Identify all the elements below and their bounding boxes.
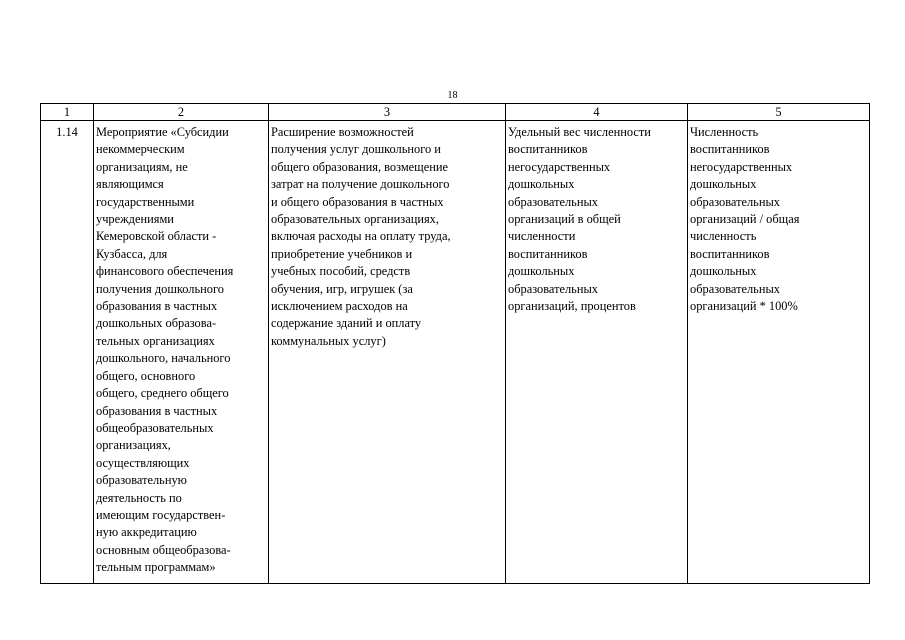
cell-text-line: дошкольного, начального <box>96 351 231 366</box>
cell-text-line: численности <box>508 229 576 244</box>
row-number-cell <box>41 121 94 584</box>
cell-text-line: негосударственных <box>508 159 611 174</box>
cell-text-line: воспитанников <box>508 142 588 157</box>
cell-text-line: Удельный вес численности <box>508 125 651 139</box>
cell-text-line: получения дошкольного <box>96 281 224 296</box>
cell-text-line: образовательных <box>690 194 780 209</box>
cell-text-line: общего, среднего общего <box>96 386 229 401</box>
cell-text-line: организаций, процентов <box>508 299 636 314</box>
indicators-table <box>40 103 870 584</box>
column-header-3: 3 <box>269 104 506 121</box>
cell-text-line: организациях, <box>96 438 171 453</box>
cell-text-line: осуществляющих <box>96 455 190 470</box>
cell-text-line: образовательных <box>690 281 780 296</box>
cell-text-line: организаций * 100% <box>690 299 798 314</box>
cell-text-line: основным общеобразова- <box>96 542 231 557</box>
column-header-1: 1 <box>41 104 94 121</box>
cell-text-line: исключением расходов на <box>271 299 408 314</box>
column-header-5: 5 <box>688 104 870 121</box>
cell-text-line: воспитанников <box>508 246 588 261</box>
cell-text-line: организаций в общей <box>508 212 621 227</box>
cell-text-line: учебных пособий, средств <box>271 264 411 279</box>
table-header-row <box>41 104 870 121</box>
cell-text-line: деятельность по <box>96 490 182 505</box>
cell-text-line: дошкольных <box>508 177 575 192</box>
cell-text-line: обучения, игр, игрушек (за <box>271 281 413 296</box>
cell-text-line: дошкольных <box>690 264 757 279</box>
cell-text-line: финансового обеспечения <box>96 264 234 279</box>
cell-text-line: организациям, не <box>96 159 188 174</box>
cell-text-line: численность <box>690 229 757 244</box>
cell-text-line: негосударственных <box>690 159 793 174</box>
cell-text-line: образовательную <box>96 473 187 488</box>
cell-text-line: дошкольных образова- <box>96 316 217 331</box>
cell-text-line: затрат на получение дошкольного <box>271 177 450 192</box>
cell-text-line: общего, основного <box>96 368 196 383</box>
column-header-4: 4 <box>506 104 688 121</box>
event-name-cell <box>94 121 269 584</box>
calculation-method-cell <box>688 121 870 584</box>
cell-text-line: имеющим государствен- <box>96 507 226 522</box>
row-number: 1.14 <box>56 125 78 139</box>
cell-text-line: Мероприятие «Субсидии <box>96 125 229 139</box>
result-description-cell <box>269 121 506 584</box>
cell-text-line: Численность <box>690 125 759 139</box>
cell-text-line: получения услуг дошкольного и <box>271 142 441 157</box>
cell-text-line: Кузбасса, для <box>96 246 168 261</box>
table-row <box>41 121 870 584</box>
cell-text-line: образования в частных <box>96 403 218 418</box>
cell-text-line: образовательных организациях, <box>271 212 439 227</box>
cell-text-line: включая расходы на оплату труда, <box>271 229 451 244</box>
cell-text-line: государственными <box>96 194 195 209</box>
cell-text-line: Расширение возможностей <box>271 125 414 139</box>
cell-text-line: учреждениями <box>96 212 174 227</box>
cell-text-line: коммунальных услуг) <box>271 333 386 348</box>
column-header-2: 2 <box>94 104 269 121</box>
cell-text-line: организаций / общая <box>690 212 800 227</box>
cell-text-line: Кемеровской области - <box>96 229 217 244</box>
cell-text-line: тельным программам» <box>96 560 216 575</box>
cell-text-line: некоммерческим <box>96 142 185 157</box>
cell-text-line: образовательных <box>508 281 598 296</box>
cell-text-line: приобретение учебников и <box>271 246 413 261</box>
cell-text-line: и общего образования в частных <box>271 194 444 209</box>
cell-text-line: дошкольных <box>508 264 575 279</box>
cell-text-line: воспитанников <box>690 246 770 261</box>
cell-text-line: ную аккредитацию <box>96 525 197 540</box>
cell-text-line: тельных организациях <box>96 333 215 348</box>
cell-text-line: образовательных <box>508 194 598 209</box>
cell-text-line: являющимся <box>96 177 164 192</box>
cell-text-line: образования в частных <box>96 299 218 314</box>
indicator-name-cell <box>506 121 688 584</box>
cell-text-line: содержание зданий и оплату <box>271 316 422 331</box>
cell-text-line: воспитанников <box>690 142 770 157</box>
cell-text-line: общего образования, возмещение <box>271 159 448 174</box>
page-number: 18 <box>447 90 458 101</box>
cell-text-line: дошкольных <box>690 177 757 192</box>
cell-text-line: общеобразовательных <box>96 420 214 435</box>
